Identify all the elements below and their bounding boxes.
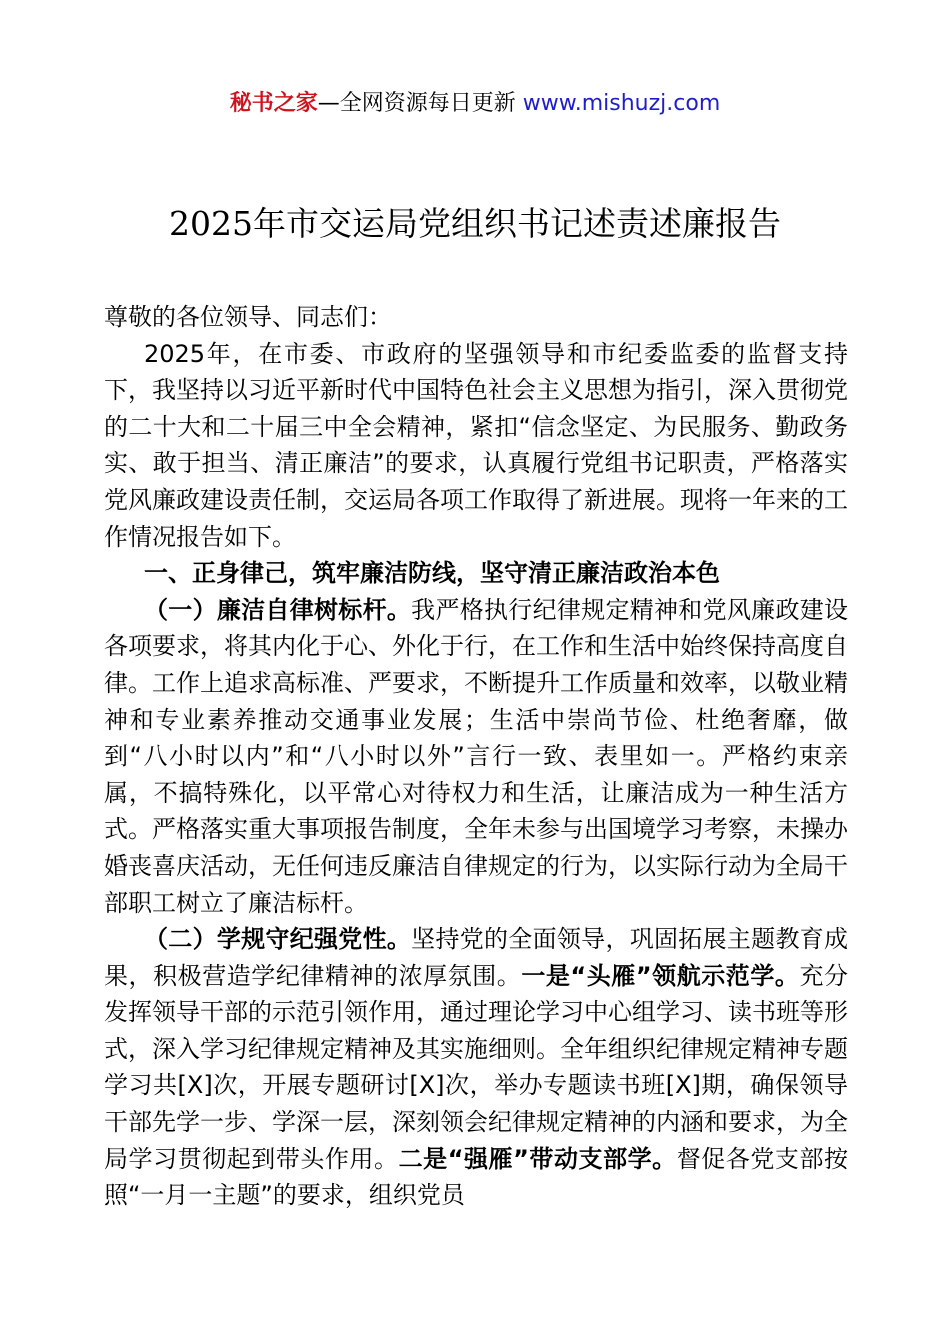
section-heading-1: 一、正身律己，筑牢廉洁防线，坚守清正廉洁政治本色 (144, 559, 720, 588)
document-title: 2025年市交运局党组织书记述责述廉报告 (169, 204, 781, 243)
salutation: 尊敬的各位领导、同志们： (104, 303, 392, 331)
header-tagline: —全网资源每日更新 (317, 91, 523, 116)
paragraph-sub1 (104, 592, 848, 921)
subheading-2: （二）学规守纪强党性。 (144, 925, 412, 954)
point1-text: 充分发挥领导干部的示范引领作用，通过理论学习中心组学习、读书班等形式，深入学习纪律规定精神及其实施细则。全年组织纪律规定精神专题学习共[X]次，开展专题研讨[X]次，举办专题读书班[X]期，确保领导干部先学一步、学深一层，深刻领会纪律规定精神的内涵和要求，为全局学习贯彻起到带头作用。 (104, 961, 849, 1173)
document-body (104, 299, 848, 1214)
intro-paragraph: 2025年，在市委、市政府的坚强领导和市纪委监委的监督支持下，我坚持以习近平新时代中国特色社会主义思想为指引，深入贯彻党的二十大和二十届三中全会精神，紧扣“信念坚定、为民服务、勤政务实、敢于担当、清正廉洁”的要求，认真履行党组书记职责，严格落实党风廉政建设责任制，交运局各项工作取得了新进展。现将一年来的工作情况报告如下。 (104, 339, 848, 551)
point2-heading: 二是“强雁”带动支部学。 (398, 1144, 677, 1173)
header-url[interactable]: www.mishuzj.com (522, 91, 721, 116)
point1-heading: 一是“头雁”领航示范学。 (521, 961, 800, 990)
site-header (0, 88, 950, 120)
sub2-text: 坚持党的全面领导，巩固拓展主题教育成果，积极营造学纪律精神的浓厚氛围。 (104, 925, 849, 990)
sub1-text: 我严格执行纪律规定精神和党风廉政建设各项要求，将其内化于心、外化于行，在工作和生活中始终保持高度自律。工作上追求高标准、严要求，不断提升工作质量和效率，以敬业精神和专业素养推动交通事业发展；生活中崇尚节俭、杜绝奢靡，做到“八小时以内”和“八小时以外”言行一致、表里如一。严格约束亲属，不搞特殊化，以平常心对待权力和生活，让廉洁成为一种生活方式。严格落实重大事项报告制度，全年未参与出国境学习考察，未操办婚丧喜庆活动，无任何违反廉洁自律规定的行为，以实际行动为全局干部职工树立了廉洁标杆。 (104, 595, 849, 917)
brand-name: 秘书之家 (229, 91, 318, 116)
paragraph-sub2 (104, 921, 848, 1214)
point2-text: 督促各党支部按照“一月一主题”的要求，组织党员 (104, 1144, 849, 1210)
subheading-1: （一）廉洁自律树标杆。 (144, 595, 412, 624)
